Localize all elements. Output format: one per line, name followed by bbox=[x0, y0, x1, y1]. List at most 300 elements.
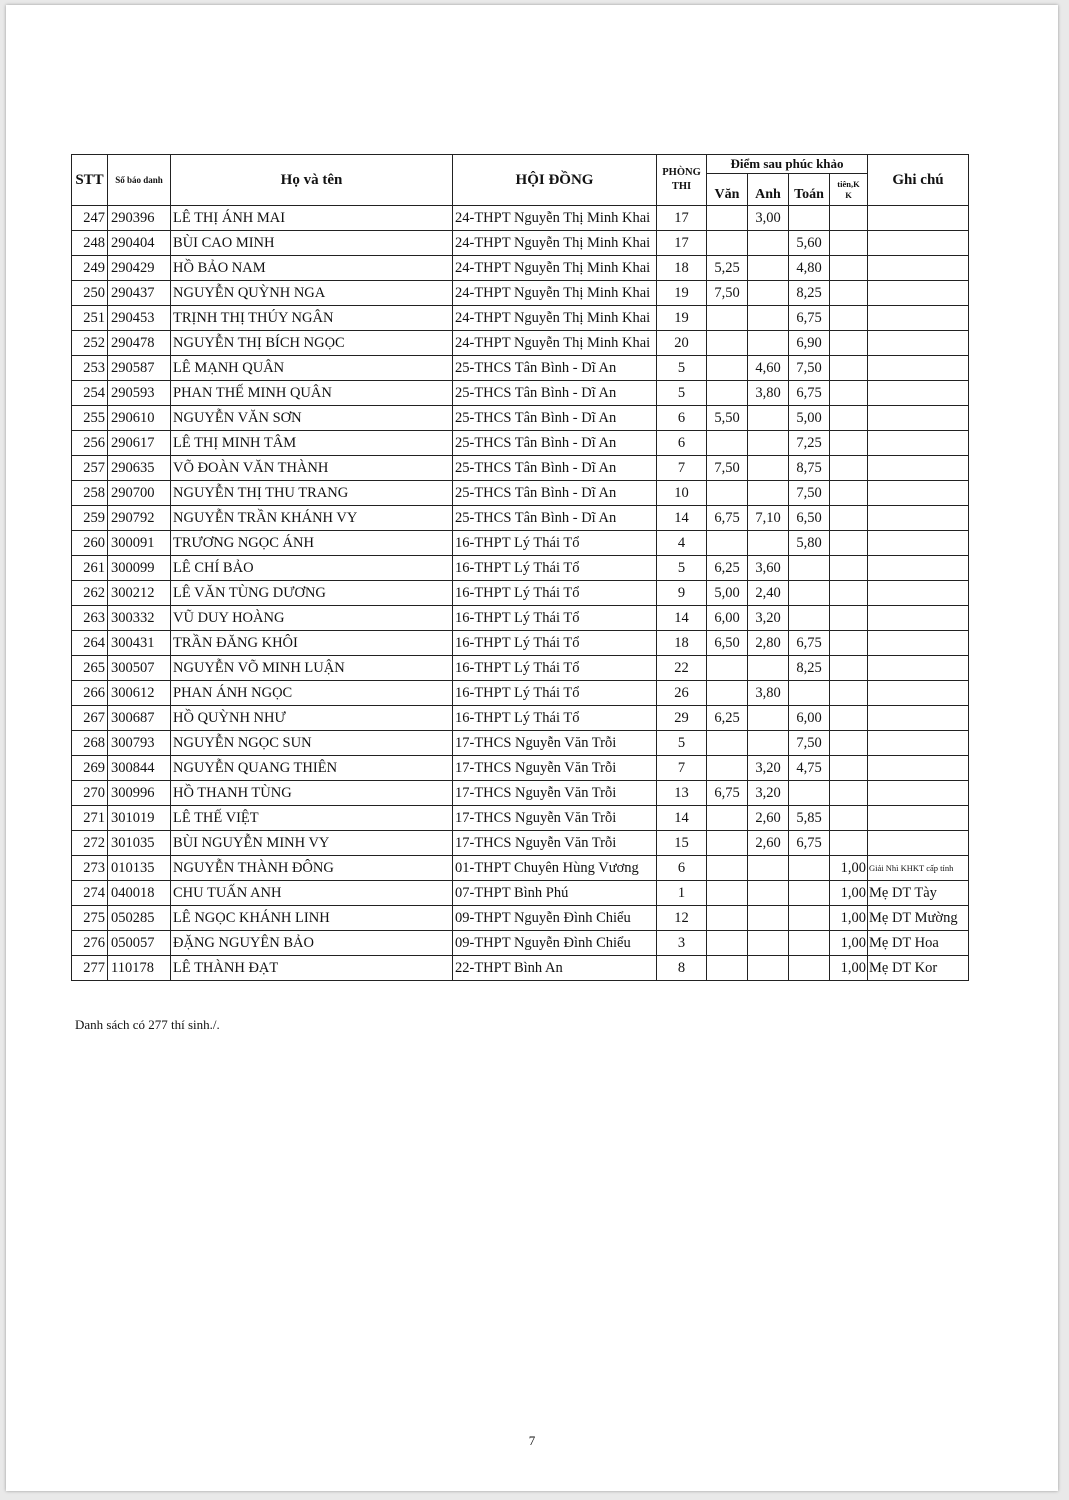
cell-diem-anh: 7,10 bbox=[748, 506, 789, 531]
cell-diem-toan bbox=[789, 581, 830, 606]
cell-phong-thi: 5 bbox=[657, 731, 707, 756]
cell-diem-van: 5,00 bbox=[707, 581, 748, 606]
cell-uu-tien bbox=[830, 506, 868, 531]
cell-hoi-dong: 01-THPT Chuyên Hùng Vương bbox=[453, 856, 657, 881]
cell-diem-anh: 3,80 bbox=[748, 381, 789, 406]
table-row bbox=[72, 406, 969, 431]
cell-phong-thi: 19 bbox=[657, 281, 707, 306]
cell-uu-tien bbox=[830, 381, 868, 406]
table-row bbox=[72, 681, 969, 706]
cell-hoi-dong: 09-THPT Nguyễn Đình Chiểu bbox=[453, 906, 657, 931]
cell-uu-tien bbox=[830, 431, 868, 456]
cell-diem-toan: 4,75 bbox=[789, 756, 830, 781]
table-row bbox=[72, 506, 969, 531]
cell-diem-toan: 8,25 bbox=[789, 281, 830, 306]
cell-stt: 260 bbox=[72, 531, 108, 556]
cell-uu-tien bbox=[830, 331, 868, 356]
cell-ho-va-ten: BÙI CAO MINH bbox=[171, 231, 453, 256]
cell-diem-van bbox=[707, 956, 748, 981]
cell-diem-van: 6,25 bbox=[707, 706, 748, 731]
cell-stt: 262 bbox=[72, 581, 108, 606]
cell-ho-va-ten: NGUYỄN VÕ MINH LUẬN bbox=[171, 656, 453, 681]
cell-diem-anh bbox=[748, 231, 789, 256]
cell-phong-thi: 14 bbox=[657, 506, 707, 531]
header-phong-thi-line1: PHÒNG bbox=[662, 167, 701, 178]
cell-ho-va-ten: PHAN ÁNH NGỌC bbox=[171, 681, 453, 706]
cell-stt: 275 bbox=[72, 906, 108, 931]
cell-diem-anh: 3,20 bbox=[748, 756, 789, 781]
cell-uu-tien bbox=[830, 481, 868, 506]
table-row bbox=[72, 206, 969, 231]
cell-hoi-dong: 25-THCS Tân Bình - Dĩ An bbox=[453, 481, 657, 506]
cell-ho-va-ten: LÊ THỊ ÁNH MAI bbox=[171, 206, 453, 231]
cell-ghi-chu bbox=[868, 631, 969, 656]
table-row bbox=[72, 281, 969, 306]
cell-phong-thi: 18 bbox=[657, 631, 707, 656]
document-page bbox=[6, 5, 1058, 1491]
cell-diem-toan bbox=[789, 931, 830, 956]
cell-uu-tien bbox=[830, 281, 868, 306]
cell-uu-tien bbox=[830, 681, 868, 706]
header-phong-thi bbox=[657, 155, 707, 206]
header-hoi-dong: HỘI ĐỒNG bbox=[453, 155, 657, 206]
cell-uu-tien: 1,00 bbox=[830, 881, 868, 906]
cell-so-bao-danh: 050285 bbox=[108, 906, 171, 931]
cell-ghi-chu bbox=[868, 456, 969, 481]
cell-so-bao-danh: 301035 bbox=[108, 831, 171, 856]
table-row bbox=[72, 606, 969, 631]
cell-ghi-chu bbox=[868, 481, 969, 506]
cell-diem-anh: 4,60 bbox=[748, 356, 789, 381]
table-row bbox=[72, 631, 969, 656]
cell-ghi-chu bbox=[868, 756, 969, 781]
cell-hoi-dong: 17-THCS Nguyễn Văn Trỗi bbox=[453, 806, 657, 831]
cell-ghi-chu bbox=[868, 681, 969, 706]
cell-uu-tien bbox=[830, 256, 868, 281]
cell-diem-toan: 6,75 bbox=[789, 306, 830, 331]
cell-diem-toan: 6,00 bbox=[789, 706, 830, 731]
cell-hoi-dong: 25-THCS Tân Bình - Dĩ An bbox=[453, 456, 657, 481]
cell-diem-anh bbox=[748, 706, 789, 731]
cell-diem-van bbox=[707, 331, 748, 356]
cell-stt: 269 bbox=[72, 756, 108, 781]
table-row bbox=[72, 956, 969, 981]
cell-diem-anh bbox=[748, 931, 789, 956]
page-number: 7 bbox=[528, 1433, 536, 1448]
cell-so-bao-danh: 300091 bbox=[108, 531, 171, 556]
cell-phong-thi: 17 bbox=[657, 206, 707, 231]
cell-diem-toan: 5,00 bbox=[789, 406, 830, 431]
cell-uu-tien bbox=[830, 831, 868, 856]
cell-uu-tien bbox=[830, 806, 868, 831]
cell-stt: 248 bbox=[72, 231, 108, 256]
cell-ho-va-ten: LÊ CHÍ BẢO bbox=[171, 556, 453, 581]
cell-diem-anh bbox=[748, 656, 789, 681]
cell-uu-tien: 1,00 bbox=[830, 906, 868, 931]
cell-hoi-dong: 25-THCS Tân Bình - Dĩ An bbox=[453, 381, 657, 406]
cell-stt: 250 bbox=[72, 281, 108, 306]
cell-diem-toan: 5,85 bbox=[789, 806, 830, 831]
cell-diem-anh: 3,20 bbox=[748, 606, 789, 631]
cell-ho-va-ten: PHAN THẾ MINH QUÂN bbox=[171, 381, 453, 406]
cell-hoi-dong: 24-THPT Nguyễn Thị Minh Khai bbox=[453, 281, 657, 306]
cell-hoi-dong: 16-THPT Lý Thái Tổ bbox=[453, 706, 657, 731]
cell-uu-tien bbox=[830, 731, 868, 756]
cell-phong-thi: 7 bbox=[657, 756, 707, 781]
cell-ho-va-ten: NGUYỄN QUỲNH NGA bbox=[171, 281, 453, 306]
cell-diem-anh: 2,60 bbox=[748, 806, 789, 831]
cell-diem-van bbox=[707, 481, 748, 506]
cell-uu-tien bbox=[830, 556, 868, 581]
cell-hoi-dong: 16-THPT Lý Thái Tổ bbox=[453, 556, 657, 581]
cell-ghi-chu bbox=[868, 256, 969, 281]
cell-phong-thi: 26 bbox=[657, 681, 707, 706]
cell-so-bao-danh: 290593 bbox=[108, 381, 171, 406]
cell-ho-va-ten: TRƯƠNG NGỌC ÁNH bbox=[171, 531, 453, 556]
cell-uu-tien: 1,00 bbox=[830, 956, 868, 981]
cell-ho-va-ten: LÊ VĂN TÙNG DƯƠNG bbox=[171, 581, 453, 606]
table-row bbox=[72, 231, 969, 256]
cell-hoi-dong: 16-THPT Lý Thái Tổ bbox=[453, 656, 657, 681]
cell-so-bao-danh: 290453 bbox=[108, 306, 171, 331]
cell-so-bao-danh: 290700 bbox=[108, 481, 171, 506]
cell-ho-va-ten: LÊ THÀNH ĐẠT bbox=[171, 956, 453, 981]
cell-hoi-dong: 25-THCS Tân Bình - Dĩ An bbox=[453, 406, 657, 431]
cell-ghi-chu bbox=[868, 206, 969, 231]
cell-ghi-chu bbox=[868, 731, 969, 756]
cell-so-bao-danh: 290617 bbox=[108, 431, 171, 456]
cell-ho-va-ten: NGUYỄN THÀNH ĐÔNG bbox=[171, 856, 453, 881]
cell-hoi-dong: 24-THPT Nguyễn Thị Minh Khai bbox=[453, 206, 657, 231]
cell-ghi-chu bbox=[868, 356, 969, 381]
cell-diem-anh bbox=[748, 456, 789, 481]
cell-uu-tien bbox=[830, 531, 868, 556]
cell-diem-anh: 3,80 bbox=[748, 681, 789, 706]
cell-diem-anh bbox=[748, 331, 789, 356]
cell-phong-thi: 19 bbox=[657, 306, 707, 331]
cell-phong-thi: 5 bbox=[657, 556, 707, 581]
cell-so-bao-danh: 110178 bbox=[108, 956, 171, 981]
cell-ghi-chu bbox=[868, 656, 969, 681]
cell-ghi-chu bbox=[868, 506, 969, 531]
cell-diem-anh bbox=[748, 906, 789, 931]
cell-ghi-chu bbox=[868, 706, 969, 731]
cell-diem-van bbox=[707, 381, 748, 406]
cell-stt: 263 bbox=[72, 606, 108, 631]
cell-diem-toan: 6,50 bbox=[789, 506, 830, 531]
cell-hoi-dong: 16-THPT Lý Thái Tổ bbox=[453, 531, 657, 556]
cell-diem-toan bbox=[789, 206, 830, 231]
cell-phong-thi: 4 bbox=[657, 531, 707, 556]
cell-hoi-dong: 17-THCS Nguyễn Văn Trỗi bbox=[453, 781, 657, 806]
cell-uu-tien bbox=[830, 581, 868, 606]
cell-stt: 259 bbox=[72, 506, 108, 531]
cell-ghi-chu bbox=[868, 306, 969, 331]
cell-so-bao-danh: 290404 bbox=[108, 231, 171, 256]
cell-phong-thi: 13 bbox=[657, 781, 707, 806]
cell-diem-van: 6,00 bbox=[707, 606, 748, 631]
cell-ghi-chu: Giải Nhì KHKT cấp tỉnh bbox=[868, 856, 969, 881]
cell-diem-toan: 6,75 bbox=[789, 381, 830, 406]
cell-stt: 255 bbox=[72, 406, 108, 431]
cell-stt: 249 bbox=[72, 256, 108, 281]
cell-stt: 274 bbox=[72, 881, 108, 906]
cell-diem-anh bbox=[748, 256, 789, 281]
table-row bbox=[72, 731, 969, 756]
cell-diem-anh bbox=[748, 481, 789, 506]
cell-diem-van bbox=[707, 881, 748, 906]
cell-diem-van bbox=[707, 831, 748, 856]
header-uu-tien-line2: K bbox=[845, 189, 852, 200]
cell-ghi-chu bbox=[868, 331, 969, 356]
table-row bbox=[72, 481, 969, 506]
cell-ghi-chu bbox=[868, 781, 969, 806]
cell-diem-toan: 6,75 bbox=[789, 831, 830, 856]
cell-diem-van bbox=[707, 931, 748, 956]
header-ho-va-ten: Họ và tên bbox=[171, 155, 453, 206]
cell-phong-thi: 1 bbox=[657, 881, 707, 906]
table-row bbox=[72, 431, 969, 456]
cell-ghi-chu bbox=[868, 831, 969, 856]
cell-diem-anh: 2,40 bbox=[748, 581, 789, 606]
cell-diem-anh bbox=[748, 306, 789, 331]
header-uu-tien bbox=[830, 174, 868, 206]
cell-ho-va-ten: LÊ THỊ MINH TÂM bbox=[171, 431, 453, 456]
cell-uu-tien bbox=[830, 631, 868, 656]
cell-diem-van bbox=[707, 431, 748, 456]
cell-ghi-chu bbox=[868, 581, 969, 606]
cell-ho-va-ten: BÙI NGUYỄN MINH VY bbox=[171, 831, 453, 856]
cell-diem-toan bbox=[789, 681, 830, 706]
cell-diem-toan bbox=[789, 556, 830, 581]
table-row bbox=[72, 556, 969, 581]
cell-so-bao-danh: 300687 bbox=[108, 706, 171, 731]
cell-hoi-dong: 24-THPT Nguyễn Thị Minh Khai bbox=[453, 231, 657, 256]
cell-stt: 265 bbox=[72, 656, 108, 681]
cell-diem-anh bbox=[748, 856, 789, 881]
cell-diem-van: 5,25 bbox=[707, 256, 748, 281]
cell-so-bao-danh: 290437 bbox=[108, 281, 171, 306]
table-row bbox=[72, 581, 969, 606]
cell-diem-toan bbox=[789, 856, 830, 881]
cell-diem-van bbox=[707, 656, 748, 681]
cell-ho-va-ten: NGUYỄN THỊ THU TRANG bbox=[171, 481, 453, 506]
cell-uu-tien bbox=[830, 456, 868, 481]
cell-stt: 272 bbox=[72, 831, 108, 856]
cell-stt: 252 bbox=[72, 331, 108, 356]
cell-so-bao-danh: 300507 bbox=[108, 656, 171, 681]
cell-diem-van bbox=[707, 231, 748, 256]
cell-uu-tien bbox=[830, 656, 868, 681]
cell-phong-thi: 8 bbox=[657, 956, 707, 981]
cell-phong-thi: 15 bbox=[657, 831, 707, 856]
cell-diem-anh bbox=[748, 956, 789, 981]
cell-diem-van: 6,75 bbox=[707, 506, 748, 531]
cell-phong-thi: 12 bbox=[657, 906, 707, 931]
cell-stt: 258 bbox=[72, 481, 108, 506]
cell-ho-va-ten: TRẦN ĐĂNG KHÔI bbox=[171, 631, 453, 656]
cell-ghi-chu bbox=[868, 231, 969, 256]
cell-diem-toan: 5,80 bbox=[789, 531, 830, 556]
cell-hoi-dong: 22-THPT Bình An bbox=[453, 956, 657, 981]
cell-hoi-dong: 16-THPT Lý Thái Tổ bbox=[453, 681, 657, 706]
cell-hoi-dong: 09-THPT Nguyễn Đình Chiểu bbox=[453, 931, 657, 956]
cell-stt: 276 bbox=[72, 931, 108, 956]
cell-stt: 271 bbox=[72, 806, 108, 831]
cell-ho-va-ten: HỒ THANH TÙNG bbox=[171, 781, 453, 806]
cell-ho-va-ten: NGUYỄN NGỌC SUN bbox=[171, 731, 453, 756]
cell-uu-tien bbox=[830, 406, 868, 431]
cell-hoi-dong: 24-THPT Nguyễn Thị Minh Khai bbox=[453, 306, 657, 331]
cell-uu-tien bbox=[830, 706, 868, 731]
cell-diem-toan: 6,90 bbox=[789, 331, 830, 356]
cell-phong-thi: 14 bbox=[657, 606, 707, 631]
cell-diem-toan bbox=[789, 881, 830, 906]
cell-phong-thi: 10 bbox=[657, 481, 707, 506]
cell-hoi-dong: 16-THPT Lý Thái Tổ bbox=[453, 606, 657, 631]
cell-uu-tien bbox=[830, 781, 868, 806]
cell-so-bao-danh: 300612 bbox=[108, 681, 171, 706]
cell-phong-thi: 5 bbox=[657, 356, 707, 381]
cell-diem-toan bbox=[789, 956, 830, 981]
cell-ho-va-ten: CHU TUẤN ANH bbox=[171, 881, 453, 906]
cell-ghi-chu bbox=[868, 431, 969, 456]
header-diem-sau-phuc-khao: Điểm sau phúc khảo bbox=[707, 155, 868, 174]
cell-ho-va-ten: VÕ ĐOÀN VĂN THÀNH bbox=[171, 456, 453, 481]
header-anh: Anh bbox=[748, 174, 789, 206]
cell-diem-toan: 7,50 bbox=[789, 731, 830, 756]
cell-ghi-chu bbox=[868, 406, 969, 431]
header-ghi-chu: Ghi chú bbox=[868, 155, 969, 206]
header-van: Văn bbox=[707, 174, 748, 206]
cell-diem-van bbox=[707, 206, 748, 231]
cell-diem-toan: 8,25 bbox=[789, 656, 830, 681]
table-row bbox=[72, 831, 969, 856]
cell-ghi-chu: Mẹ DT Kor bbox=[868, 956, 969, 981]
cell-diem-toan bbox=[789, 606, 830, 631]
cell-hoi-dong: 17-THCS Nguyễn Văn Trỗi bbox=[453, 731, 657, 756]
cell-ho-va-ten: LÊ NGỌC KHÁNH LINH bbox=[171, 906, 453, 931]
header-so-bao-danh: Số báo danh bbox=[108, 155, 171, 206]
cell-diem-anh bbox=[748, 531, 789, 556]
cell-diem-anh: 2,60 bbox=[748, 831, 789, 856]
cell-hoi-dong: 25-THCS Tân Bình - Dĩ An bbox=[453, 506, 657, 531]
cell-stt: 257 bbox=[72, 456, 108, 481]
table-row bbox=[72, 931, 969, 956]
cell-ho-va-ten: LÊ THẾ VIỆT bbox=[171, 806, 453, 831]
cell-phong-thi: 5 bbox=[657, 381, 707, 406]
cell-ho-va-ten: NGUYỄN THỊ BÍCH NGỌC bbox=[171, 331, 453, 356]
cell-diem-anh: 3,00 bbox=[748, 206, 789, 231]
table-body bbox=[72, 206, 969, 981]
cell-ghi-chu bbox=[868, 381, 969, 406]
cell-diem-van bbox=[707, 306, 748, 331]
table-row bbox=[72, 306, 969, 331]
cell-stt: 253 bbox=[72, 356, 108, 381]
cell-diem-anh: 3,60 bbox=[748, 556, 789, 581]
cell-stt: 251 bbox=[72, 306, 108, 331]
cell-ho-va-ten: ĐẶNG NGUYÊN BẢO bbox=[171, 931, 453, 956]
cell-ghi-chu bbox=[868, 531, 969, 556]
cell-ho-va-ten: NGUYỄN QUANG THIÊN bbox=[171, 756, 453, 781]
header-phong-thi-line2: THI bbox=[671, 181, 692, 192]
cell-ho-va-ten: NGUYỄN TRẦN KHÁNH VY bbox=[171, 506, 453, 531]
table-row bbox=[72, 331, 969, 356]
table-row bbox=[72, 856, 969, 881]
table-row bbox=[72, 256, 969, 281]
cell-stt: 264 bbox=[72, 631, 108, 656]
results-table bbox=[71, 154, 969, 981]
cell-phong-thi: 17 bbox=[657, 231, 707, 256]
cell-ghi-chu: Mẹ DT Tày bbox=[868, 881, 969, 906]
cell-diem-anh bbox=[748, 281, 789, 306]
cell-phong-thi: 20 bbox=[657, 331, 707, 356]
cell-uu-tien bbox=[830, 306, 868, 331]
header-toan: Toán bbox=[789, 174, 830, 206]
cell-ghi-chu bbox=[868, 281, 969, 306]
cell-diem-van bbox=[707, 356, 748, 381]
cell-diem-anh bbox=[748, 881, 789, 906]
table-row bbox=[72, 806, 969, 831]
cell-uu-tien: 1,00 bbox=[830, 931, 868, 956]
cell-diem-toan: 6,75 bbox=[789, 631, 830, 656]
cell-hoi-dong: 17-THCS Nguyễn Văn Trỗi bbox=[453, 831, 657, 856]
cell-so-bao-danh: 290587 bbox=[108, 356, 171, 381]
cell-phong-thi: 14 bbox=[657, 806, 707, 831]
cell-diem-van bbox=[707, 806, 748, 831]
cell-uu-tien bbox=[830, 606, 868, 631]
cell-ghi-chu bbox=[868, 606, 969, 631]
cell-so-bao-danh: 290792 bbox=[108, 506, 171, 531]
table-row bbox=[72, 381, 969, 406]
cell-hoi-dong: 25-THCS Tân Bình - Dĩ An bbox=[453, 431, 657, 456]
cell-diem-toan: 5,60 bbox=[789, 231, 830, 256]
cell-so-bao-danh: 300996 bbox=[108, 781, 171, 806]
cell-diem-van: 6,50 bbox=[707, 631, 748, 656]
cell-stt: 273 bbox=[72, 856, 108, 881]
cell-ghi-chu bbox=[868, 556, 969, 581]
cell-stt: 266 bbox=[72, 681, 108, 706]
table-header bbox=[72, 155, 969, 206]
cell-hoi-dong: 24-THPT Nguyễn Thị Minh Khai bbox=[453, 331, 657, 356]
cell-phong-thi: 6 bbox=[657, 431, 707, 456]
cell-uu-tien bbox=[830, 356, 868, 381]
cell-so-bao-danh: 290396 bbox=[108, 206, 171, 231]
table-row bbox=[72, 456, 969, 481]
cell-so-bao-danh: 050057 bbox=[108, 931, 171, 956]
cell-uu-tien bbox=[830, 756, 868, 781]
table-row bbox=[72, 756, 969, 781]
cell-diem-van bbox=[707, 681, 748, 706]
cell-so-bao-danh: 300212 bbox=[108, 581, 171, 606]
cell-diem-toan: 4,80 bbox=[789, 256, 830, 281]
table-row bbox=[72, 781, 969, 806]
cell-phong-thi: 6 bbox=[657, 856, 707, 881]
cell-so-bao-danh: 290635 bbox=[108, 456, 171, 481]
table-row bbox=[72, 531, 969, 556]
table-row bbox=[72, 356, 969, 381]
cell-hoi-dong: 17-THCS Nguyễn Văn Trỗi bbox=[453, 756, 657, 781]
cell-diem-anh: 3,20 bbox=[748, 781, 789, 806]
cell-so-bao-danh: 300431 bbox=[108, 631, 171, 656]
cell-diem-van bbox=[707, 531, 748, 556]
cell-diem-van: 7,50 bbox=[707, 281, 748, 306]
cell-diem-toan: 8,75 bbox=[789, 456, 830, 481]
cell-so-bao-danh: 290429 bbox=[108, 256, 171, 281]
cell-diem-anh bbox=[748, 406, 789, 431]
cell-stt: 261 bbox=[72, 556, 108, 581]
cell-so-bao-danh: 300332 bbox=[108, 606, 171, 631]
